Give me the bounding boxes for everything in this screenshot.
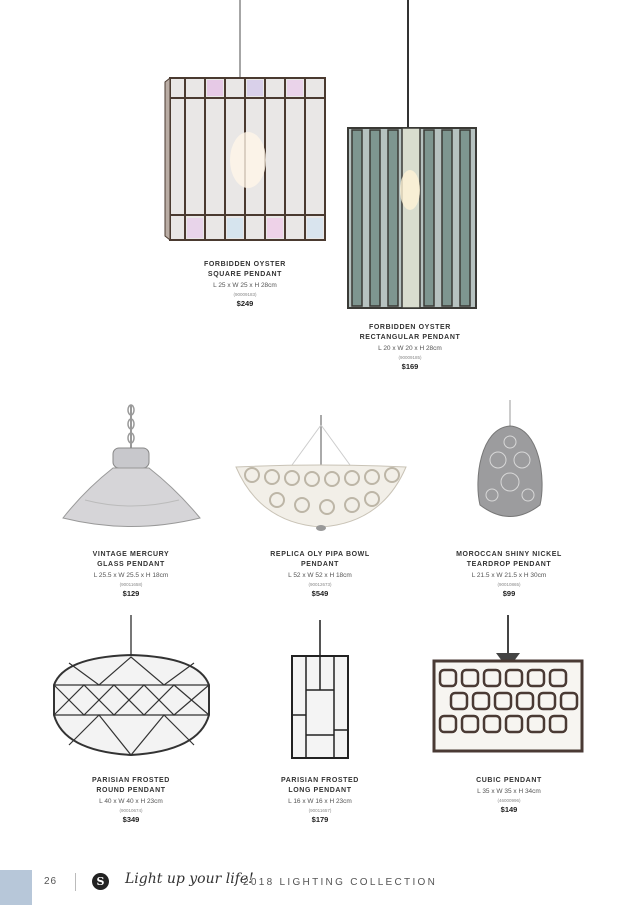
product-dimensions: L 35 x W 35 x H 34cm [477, 788, 541, 795]
product-dimensions: L 25 x W 25 x H 28cm [213, 282, 277, 289]
forbidden-oyster-square-pendant-image [160, 0, 330, 250]
product-price: $149 [500, 805, 518, 814]
product-price: $169 [401, 362, 419, 371]
product-cubic-pendant [419, 776, 599, 815]
forbidden-oyster-rectangular-pendant-image [340, 0, 485, 315]
product-price: $99 [502, 589, 516, 598]
product-name-line2: LONG PENDANT [288, 787, 352, 794]
product-code: (90011658) [119, 582, 143, 587]
product-name-line2: GLASS PENDANT [97, 561, 165, 568]
product-dimensions: L 20 x W 20 x H 28cm [378, 345, 442, 352]
product-name-line1: PARISIAN FROSTED [281, 777, 359, 784]
product-vintage-mercury [41, 550, 221, 599]
product-parisian-frosted-long [230, 776, 410, 825]
product-code: (90012673) [308, 582, 332, 587]
cubic-pendant-image [430, 615, 585, 755]
product-code: (90010865) [497, 582, 521, 587]
product-dimensions: L 21.5 x W 21.5 x H 30cm [471, 572, 547, 579]
product-name-line1: CUBIC PENDANT [476, 777, 542, 784]
product-dimensions: L 16 x W 16 x H 23cm [288, 798, 352, 805]
replica-oly-pipa-bowl-pendant-image [232, 415, 410, 535]
product-name-line1: VINTAGE MERCURY [92, 551, 170, 558]
product-replica-oly-pipa-bowl [230, 550, 410, 599]
product-price: $349 [122, 815, 140, 824]
footer-color-block [0, 870, 32, 905]
product-moroccan-shiny-nickel [419, 550, 599, 599]
product-price: $129 [122, 589, 140, 598]
product-dimensions: L 40 x W 40 x H 23cm [99, 798, 163, 805]
product-dimensions: L 25.5 x W 25.5 x H 18cm [93, 572, 169, 579]
product-price: $549 [311, 589, 329, 598]
product-price: $179 [311, 815, 329, 824]
product-name-line2: SQUARE PENDANT [207, 271, 283, 278]
product-price: $249 [236, 299, 254, 308]
parisian-frosted-round-pendant-image [44, 615, 219, 760]
product-code: (46000996) [497, 798, 521, 803]
product-name-line1: FORBIDDEN OYSTER [204, 261, 286, 268]
product-dimensions: L 52 x W 52 x H 18cm [288, 572, 352, 579]
product-name-line2: RECTANGULAR PENDANT [359, 334, 461, 341]
product-code: (90010674) [119, 808, 143, 813]
product-name-line1: REPLICA OLY PIPA BOWL [270, 551, 370, 558]
product-parisian-frosted-round [41, 776, 221, 825]
product-forbidden-oyster-square [155, 260, 335, 309]
product-name-line2: PENDANT [300, 561, 340, 568]
page-number: 26 [44, 876, 58, 887]
brand-logo: S [92, 873, 109, 890]
product-code: (90011657) [308, 808, 332, 813]
product-code: (90009183) [233, 292, 257, 297]
moroccan-shiny-nickel-teardrop-pendant-image [470, 400, 550, 530]
product-name-line1: FORBIDDEN OYSTER [369, 324, 451, 331]
product-name-line1: PARISIAN FROSTED [92, 777, 170, 784]
footer-divider [75, 873, 76, 891]
collection-title: 2018 LIGHTING COLLECTION [243, 877, 438, 888]
parisian-frosted-long-pendant-image [288, 620, 353, 760]
product-name-line2: ROUND PENDANT [96, 787, 166, 794]
product-code: (90009185) [398, 355, 422, 360]
product-name-line1: MOROCCAN SHINY NICKEL [456, 551, 562, 558]
tagline: Light up your life! [125, 871, 254, 887]
vintage-mercury-glass-pendant-image [55, 400, 205, 535]
product-name-line2: TEARDROP PENDANT [466, 561, 552, 568]
product-forbidden-oyster-rectangular [320, 323, 500, 372]
